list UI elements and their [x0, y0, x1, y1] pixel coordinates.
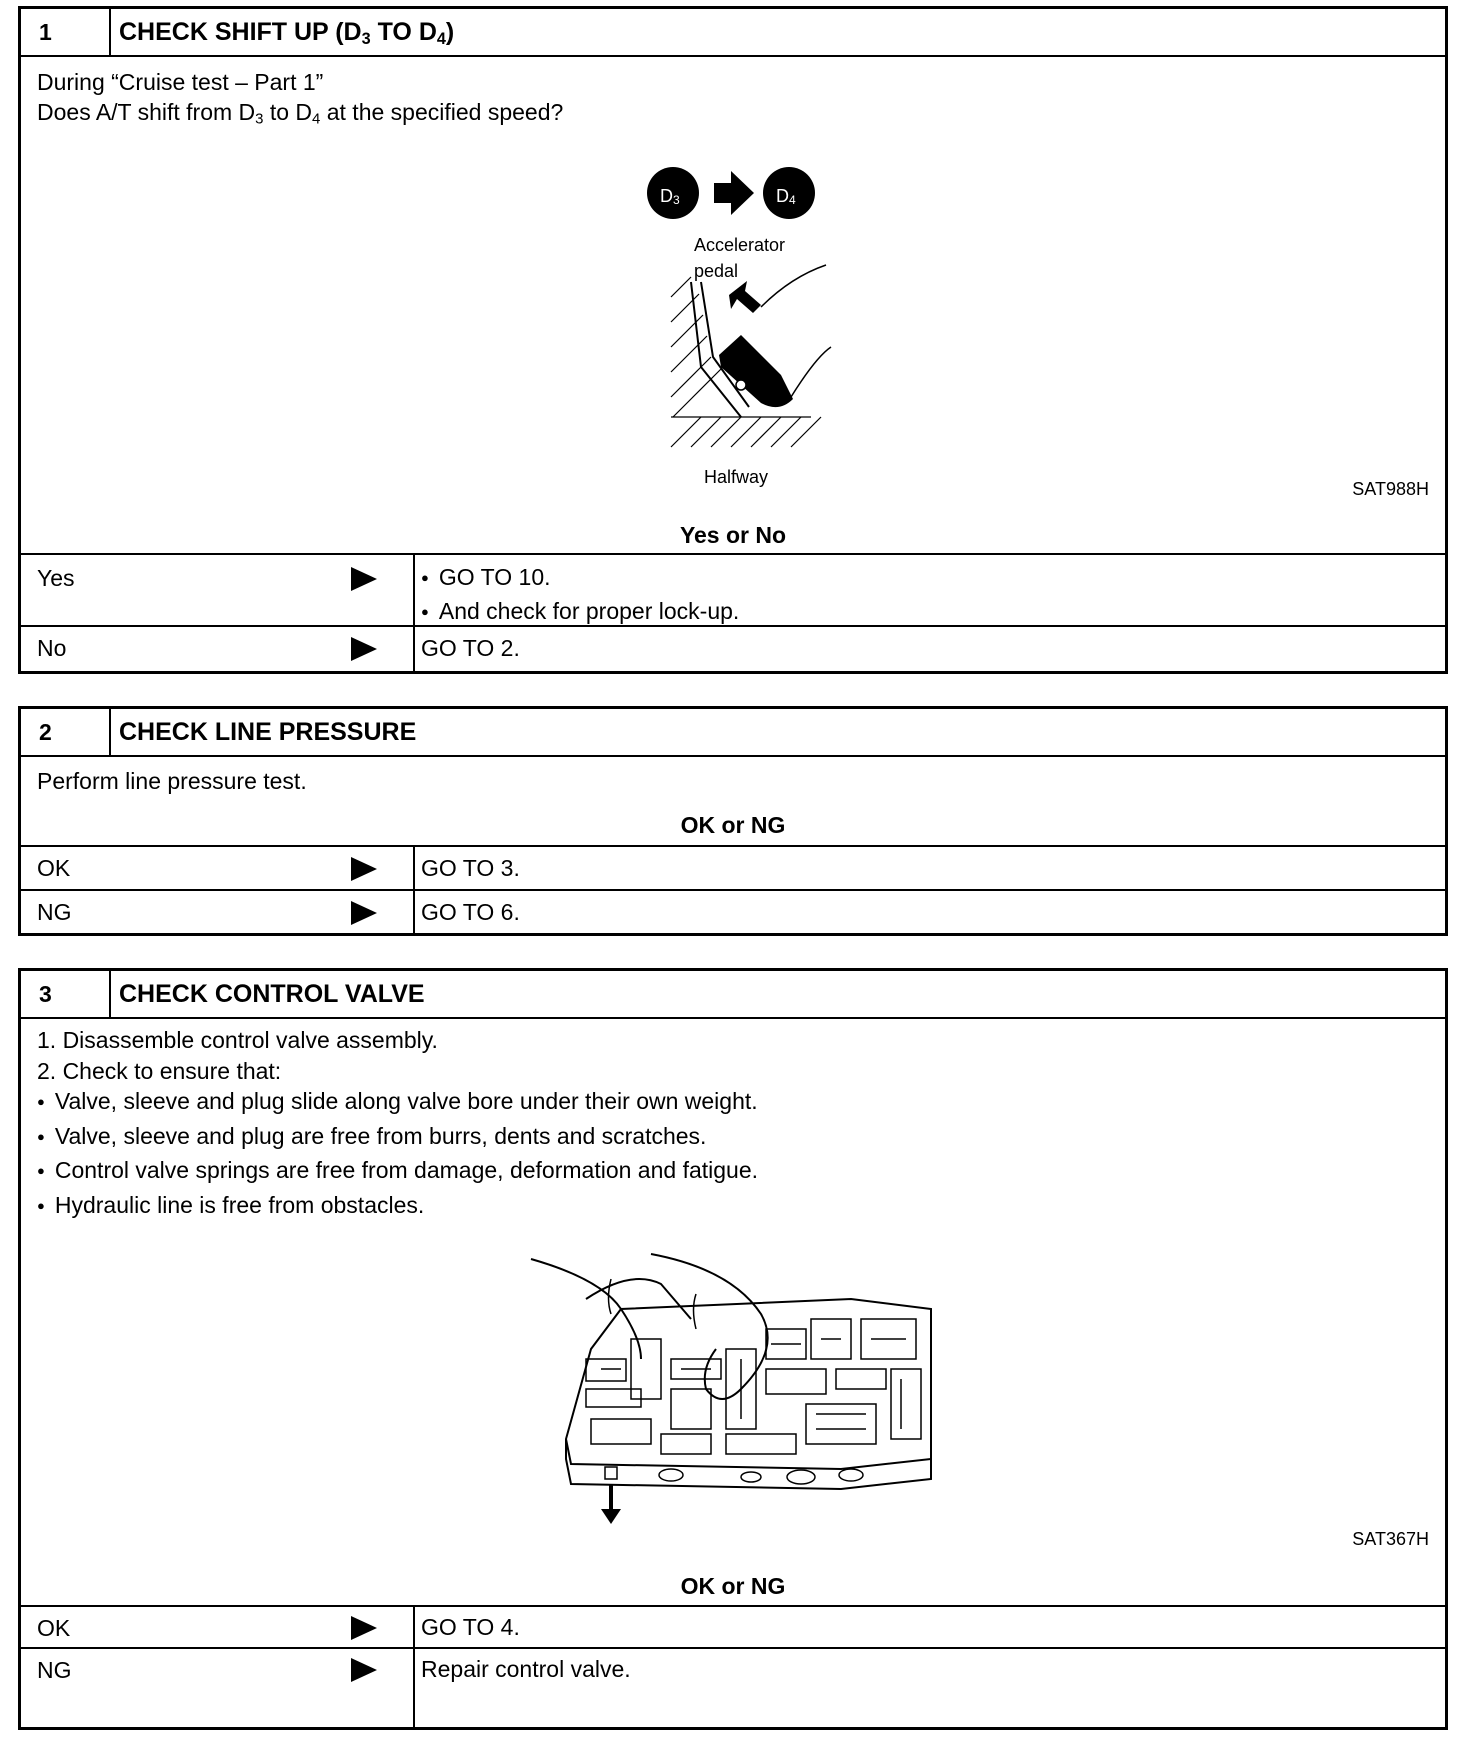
gear-badge-d3: D3: [660, 186, 680, 207]
instruction-text: 1. Disassemble control valve assembly. 2. Check to ensure that: ● Valve, sleeve and plug slide along valve bore under their own weight. ● Valve, sleeve and plug are free from burrs, dents and scratches. ● Control valve springs are free from damage, deformation and fatigue. ● Hydraulic line is free from obstacles.: [37, 1025, 758, 1224]
step-2-box: [18, 706, 1448, 936]
row-label: No: [37, 635, 67, 661]
press-arrow-icon: [729, 281, 761, 313]
arrow-right-icon: [351, 567, 377, 591]
row-result: ● GO TO 10. ● And check for proper lock-up.: [421, 562, 739, 630]
step-number: 3: [21, 971, 111, 1017]
row-label: OK: [37, 855, 71, 881]
instruction-text: During “Cruise test – Part 1” Does A/T shift from $D_3$ to $D_4$ at the specified speed?: [37, 69, 564, 128]
step-title: CHECK SHIFT UP ($D_3$ TO $D_4$): [119, 18, 455, 49]
step-title: CHECK CONTROL VALVE: [119, 980, 425, 1008]
figure-label: pedal: [694, 261, 739, 281]
arrow-right-icon: [351, 857, 377, 881]
result-row-ok: [21, 845, 1445, 891]
result-row-ng: [21, 1647, 1445, 1729]
gear-badge-d4: D4: [776, 186, 796, 207]
row-label: NG: [37, 899, 72, 925]
instruction-text: Perform line pressure test.: [37, 768, 307, 794]
result-row-ng: [21, 889, 1445, 935]
result-row-ok: [21, 1605, 1445, 1649]
result-row-no: [21, 625, 1445, 673]
step-1-header: [21, 9, 1445, 57]
step-number: 1: [21, 9, 111, 55]
arrow-right-icon: [351, 901, 377, 925]
arrow-right-icon: [714, 171, 754, 215]
control-valve-figure: [511, 1239, 971, 1539]
arrow-right-icon: [351, 637, 377, 661]
row-label: OK: [37, 1615, 71, 1641]
row-label: Yes: [37, 565, 75, 591]
step-3-header: [21, 971, 1445, 1019]
step-title: CHECK LINE PRESSURE: [119, 718, 417, 746]
step-1-box: [18, 6, 1448, 674]
arrow-down-icon: [601, 1509, 621, 1524]
decision-label: OK or NG: [680, 812, 786, 838]
row-result: GO TO 2.: [421, 635, 520, 661]
figure-code: SAT988H: [1352, 479, 1429, 499]
result-row-yes: [21, 553, 1445, 627]
row-result: GO TO 6.: [421, 899, 520, 925]
row-result: GO TO 4.: [421, 1614, 520, 1640]
row-label: NG: [37, 1657, 72, 1683]
arrow-right-icon: [351, 1658, 377, 1682]
figure-code: SAT367H: [1352, 1529, 1429, 1549]
decision-label: Yes or No: [679, 522, 787, 548]
figure-label: Accelerator: [694, 235, 786, 255]
step-2-header: [21, 709, 1445, 757]
row-result: Repair control valve.: [421, 1656, 631, 1682]
arrow-right-icon: [351, 1616, 377, 1640]
figure-caption: Halfway: [704, 467, 769, 487]
step-3-box: [18, 968, 1448, 1730]
decision-label: OK or NG: [680, 1573, 786, 1599]
row-result: GO TO 3.: [421, 855, 520, 881]
step-number: 2: [21, 709, 111, 755]
accelerator-pedal-figure: [621, 157, 861, 497]
